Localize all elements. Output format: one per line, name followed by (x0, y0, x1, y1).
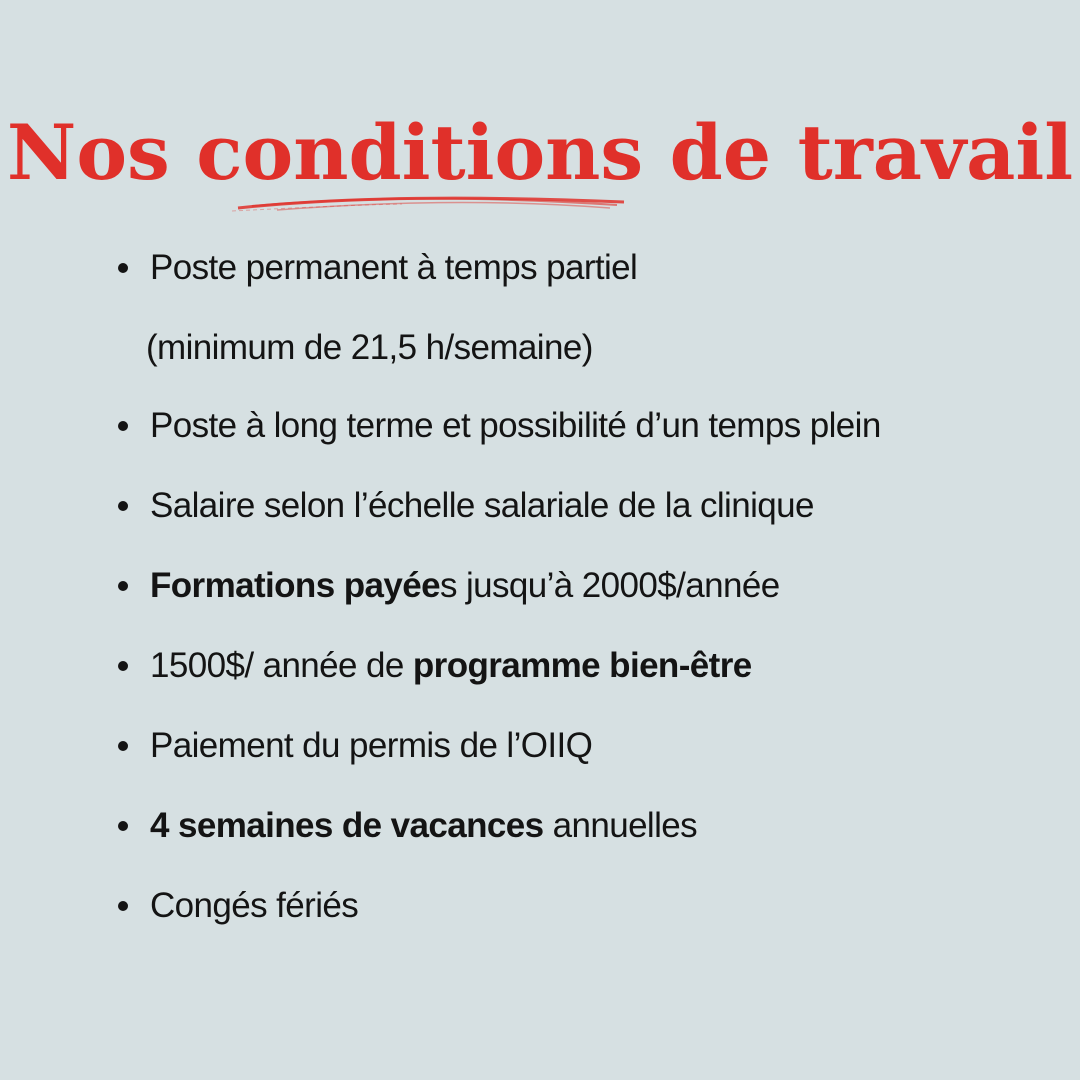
list-item (150, 484, 1050, 528)
item-text: Salaire selon l’échelle salariale de la clinique (150, 486, 814, 525)
bullet-icon (118, 501, 128, 511)
item-text: Poste permanent à temps partiel (150, 248, 638, 287)
list-item (150, 644, 1050, 688)
list-item (150, 724, 1050, 768)
item-text-bold: 4 semaines de vacances (150, 806, 544, 845)
bullet-icon (118, 421, 128, 431)
list-item (150, 884, 1050, 928)
item-text-bold: programme bien-être (412, 646, 752, 685)
item-text: Congés fériés (150, 886, 359, 925)
bullet-icon (118, 581, 128, 591)
list-item-continuation (146, 326, 1046, 370)
item-text: annuelles (543, 806, 698, 845)
item-text-bold: Formations payée (150, 566, 440, 605)
page-title: Nos conditions de travail (6, 108, 1074, 197)
list-item (150, 564, 1050, 608)
item-text: Paiement du permis de l’OIIQ (150, 726, 593, 765)
bullet-icon (118, 821, 128, 831)
bullet-icon (118, 741, 128, 751)
list-item (150, 246, 1050, 290)
item-text: Poste à long terme et possibilité d’un temps plein (150, 406, 881, 445)
list-item (150, 404, 1050, 448)
bullet-icon (118, 901, 128, 911)
item-text: 1500$/ année de (150, 646, 413, 685)
item-text: (minimum de 21,5 h/semaine) (146, 328, 593, 367)
item-text: s jusqu’à 2000$/année (439, 566, 780, 605)
bullet-icon (118, 263, 128, 273)
list-item (150, 804, 1050, 848)
bullet-icon (118, 661, 128, 671)
